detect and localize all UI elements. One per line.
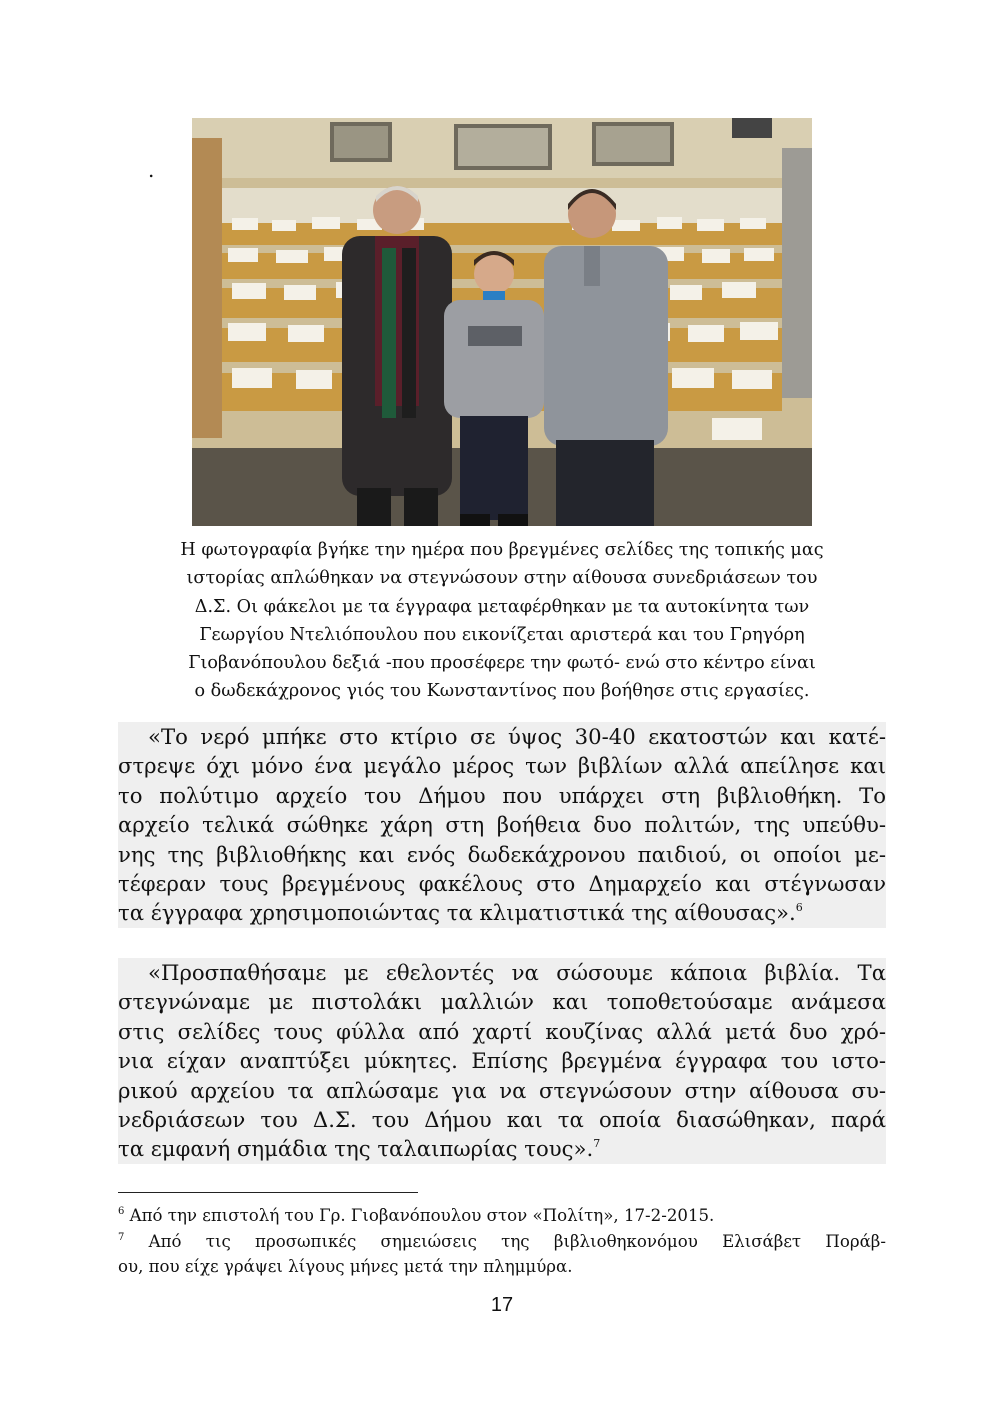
paragraph-line: τέφεραν τους βρεγμένους φακέλους στο Δημαρχείο και στέγνωσαν	[118, 869, 886, 898]
caption-line: Δ.Σ. Οι φάκελοι με τα έγγραφα μεταφέρθηκαν με τα αυτοκίνητα των	[194, 596, 810, 617]
footnote-number: 6	[118, 1206, 125, 1217]
stray-dot: .	[148, 158, 155, 182]
footnote-number: 7	[118, 1231, 125, 1243]
footnote-6	[118, 1203, 886, 1229]
paragraph-last-line	[118, 1134, 886, 1163]
footnote-7	[118, 1229, 886, 1255]
photo-illustration	[192, 118, 812, 526]
paragraph-line: στρεψε όχι μόνο ένα μεγάλο μέρος των βιβλίων αλλά απείλησε και	[118, 751, 886, 780]
footnote-separator	[118, 1192, 418, 1193]
photo-caption	[110, 536, 894, 706]
paragraph-line: αρχείο τελικά σώθηκε χάρη στη βοήθεια δυο πολιτών, της υπεύθυ-	[118, 810, 886, 839]
paragraph-line: νης της βιβλιοθήκης και ενός δωδεκάχρονου παιδιού, οι οποίοι με-	[118, 840, 886, 869]
paragraph-line-text: τα εμφανή σημάδια της ταλαιπωρίας τους».	[118, 1136, 594, 1162]
caption-line: ο δωδεκάχρονος γιός του Κωνσταντίνος που βοήθησε στις εργασίες.	[194, 681, 810, 702]
footnotes	[118, 1203, 886, 1280]
paragraph-line-text: τα έγγραφα χρησιμοποιώντας τα κλιματιστικά της αίθουσας».	[118, 900, 796, 926]
footnote-ref-6[interactable]: 6	[795, 901, 803, 915]
footnote-text: Από την επιστολή του Γρ. Γιοβανόπουλου στον «Πολίτη», 17-2-2015.	[129, 1206, 715, 1225]
paragraph-line: νεδριάσεων του Δ.Σ. του Δήμου και τα οποία διασώθηκαν, παρά	[118, 1105, 886, 1134]
paragraph-line: «Το νερό μπήκε στο κτίριο σε ύψος 30-40 εκατοστών και κατέ-	[118, 722, 886, 751]
footnote-text: Από τις προσωπικές σημειώσεις της βιβλιοθηκονόμου Ελισάβετ Ποράβ-	[148, 1231, 886, 1251]
paragraph-line: ρικού αρχείου τα απλώσαμε για να στεγνώσουν στην αίθουσα συ-	[118, 1076, 886, 1105]
paragraph-line: στεγνώναμε με πιστολάκι μαλλιών και τοποθετούσαμε ανάμεσα	[118, 987, 886, 1016]
quote-paragraph-1	[118, 722, 886, 928]
paragraph-last-line	[118, 898, 886, 927]
paragraph-line: «Προσπαθήσαμε με εθελοντές να σώσουμε κάποια βιβλία. Τα	[118, 958, 886, 987]
paragraph-line: στις σελίδες τους φύλλα από χαρτί κουζίνας αλλά μετά δυο χρό-	[118, 1017, 886, 1046]
quote-paragraph-2	[118, 958, 886, 1164]
caption-line: Γιοβανόπουλου δεξιά -που προσέφερε την φωτό- ενώ στο κέντρο είναι	[188, 653, 816, 674]
photo	[192, 118, 812, 526]
footnote-7-continued: ου, που είχε γράψει λίγους μήνες μετά την πλημμύρα.	[118, 1257, 573, 1276]
paragraph-line: νια είχαν αναπτύξει μύκητες. Επίσης βρεγμένα έγγραφα του ιστο-	[118, 1046, 886, 1075]
caption-line: Η φωτογραφία βγήκε την ημέρα που βρεγμένες σελίδες της τοπικής μας	[180, 540, 824, 560]
paragraph-line: το πολύτιμο αρχείο του Δήμου που υπάρχει στη βιβλιοθήκη. Το	[118, 781, 886, 810]
caption-line: ιστορίας απλώθηκαν να στεγνώσουν στην αίθουσα συνεδριάσεων του	[186, 568, 818, 589]
caption-line: Γεωργίου Ντελιόπουλου που εικονίζεται αριστερά και του Γρηγόρη	[199, 624, 805, 645]
page-number: 17	[490, 1294, 514, 1316]
footnote-ref-7[interactable]: 7	[593, 1137, 601, 1151]
